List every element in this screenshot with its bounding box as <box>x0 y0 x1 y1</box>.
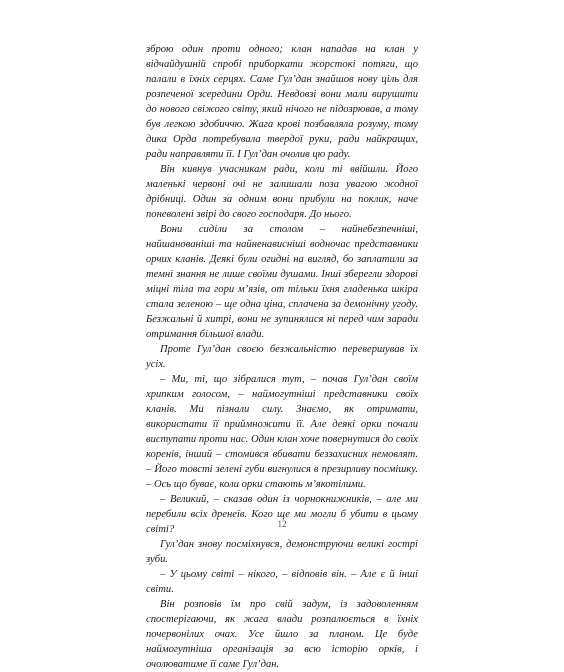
paragraph-8: – У цьому світі – нікого, – відповів він. – Але є й інші світи. <box>146 569 418 595</box>
paragraph-2: Він кивнув учасникам ради, коли ті ввійшли. Його маленькі червоні очі не залишали поза увагою жодної дрібниці. Один за одним вони прибули на поклик, наче поневолені звірі до свого господаря. До нього. <box>146 164 418 220</box>
body-text <box>146 42 418 672</box>
paragraph-9: Він розповів їм про свій задум, із задоволенням спостерігаючи, як жага влади розпалюється в їхніх почервонілих очах. Усе йшло за планом. Це буде наймогутніша організація за всю історію орків, і очолюватиме її саме Гул’дан. <box>146 599 418 670</box>
paragraph-7: Гул’дан знову посміхнувся, демонструючи великі гострі зуби. <box>146 539 418 565</box>
paragraph-1: зброю один проти одного; клан нападав на клан у відчайдушній спробі приборкати жорстокі потяги, що палали в їхніх серцях. Саме Гул’дан знайшов нову ціль для розпеченої зсередини Орди. Невдовзі вони мали вирушити до нового свіжого світу, який нічого не підозрював, а тому був легкою здобиччю. Жага крові позбавляла розуму, тому дика Орда потребувала твердої руки, ради найкращих, ради направляти її. І Гул’дан очолив цю раду. <box>146 44 418 160</box>
paragraph-4: Проте Гул’дан своєю безжальністю перевершував їх усіх. <box>146 344 418 370</box>
page-number: 12 <box>277 519 287 529</box>
paragraph-6: – Великий, – сказав один із чорнокнижників, – але ми перебили всіх дренеїв. Кого ще ми могли б убити в цьому світі? <box>146 494 418 535</box>
paragraph-3: Вони сиділи за столом – найнебезпечніші, найшанованіші та найненависніші водночас представники орчих кланів. Деякі були огидні на вигляд, бо заплатили за темні знання не лише своїми душами. Інші зберегли здорові міцні тіла та гори м’язів, от тільки їхня гладенька шкіра стала зеленою – ще одна ціна, сплачена за демонічну угоду. Безжальні й хитрі, вони не зупинялися ні перед чим заради отримання більшої влади. <box>146 224 418 340</box>
paragraph-5: – Ми, ті, що зібралися тут, – почав Гул’дан своїм хрипким голосом, – наймогутніші представники своїх кланів. Ми пізнали силу. Знаємо, як отримати, використати її приймножити її. Але деякі орки почали виступати проти нас. Один клан хоче повернутися до своїх коренів, інший – стомився вбивати беззахисних немовлят. – Його товсті зелені губи вигнулися в презирливу посмішку. – Ось що буває, коли орки стають м’якотілими. <box>146 374 418 490</box>
